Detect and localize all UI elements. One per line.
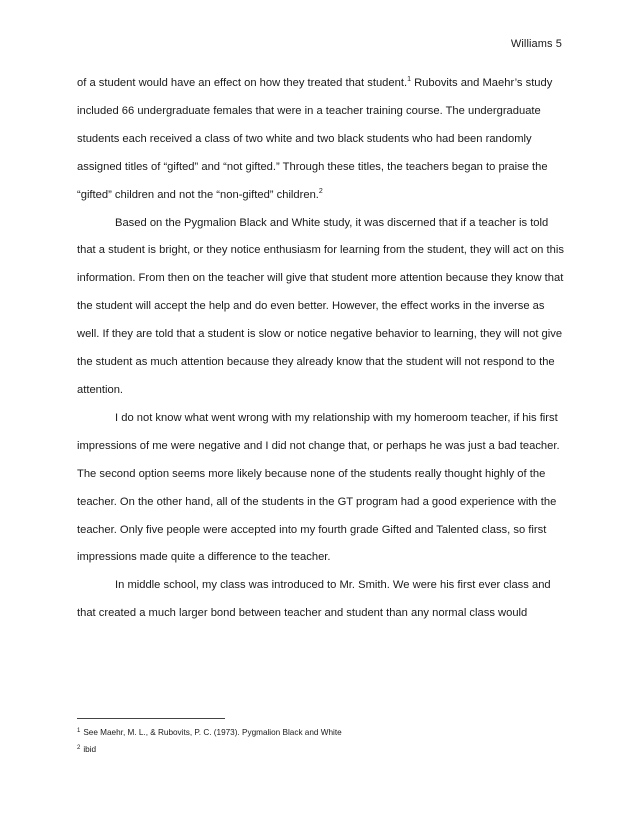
paragraph-4: In middle school, my class was introduced to Mr. Smith. We were his first ever class and that created a much larger bond between teacher and student than any normal class would [77,579,551,620]
paragraph-2: Based on the Pygmalion Black and White study, it was discerned that if a teacher is told that a student is bright, or they notice enthusiasm for learning from the student, they will act on this information. From then on the teacher will give that student more attention because they know that the student will accept the help and do even better. However, the effect works in the inverse as well. If they are told that a student is slow or notice negative behavior to learning, they will not give the student as much attention because they already know that the student will not respond to the attention. [77,216,564,396]
paragraph-1-text-a: of a student would have an effect on how they treated that student. [77,77,408,89]
paragraph-1-text-b: Rubovits and Maehr’s study included 66 undergraduate females that were in a teacher training course. The undergraduate students each received a class of two white and two black students who had been randomly assigned titles of “gifted” and “not gifted.” Through these titles, the teachers began to praise the “gifted” children and not the “non-gifted” children. [77,77,553,201]
footnote-2 [77,741,569,758]
paragraph-1 [77,70,569,210]
paragraph-3: I do not know what went wrong with my relationship with my homeroom teacher, if his first impressions of me were negative and I did not change that, or perhaps he was just a bad teacher. The second option seems more likely because none of the students really thought highly of the teacher. On the other hand, all of the students in the GT program had a good experience with the teacher. Only five people were accepted into my fourth grade Gifted and Talented class, so first impressions made quite a difference to the teacher. [77,411,560,564]
footnote-1-text: See Maehr, M. L., & Rubovits, P. C. (1973). Pygmalion Black and White [83,728,342,737]
footnote-1 [77,724,569,741]
footnotes [77,724,569,758]
footnote-1-marker: 1 [77,728,81,734]
running-head: Williams 5 [510,38,562,50]
footnote-2-marker: 2 [77,745,81,751]
footnote-2-text: ibid [83,745,97,754]
footnote-separator [77,718,225,719]
footnote-ref-2: 2 [318,187,323,195]
body-text [77,70,569,628]
footnote-ref-1: 1 [407,76,411,83]
